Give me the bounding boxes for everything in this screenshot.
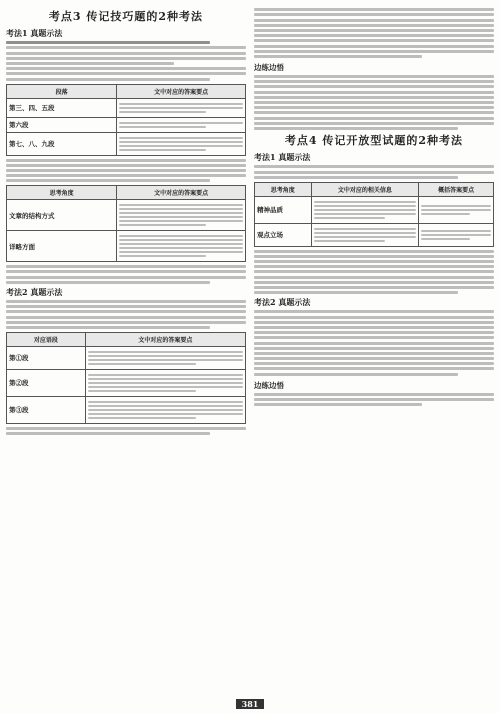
page-footer [0,699,500,709]
edge-tips-heading: 边练边悟 [254,62,284,72]
table-segment-points: 对应语段 文中对应的答案要点 第①段 第②段 第③段 [6,332,246,424]
edge-tips-heading-2: 边练边悟 [254,380,284,390]
left-column [6,6,246,437]
table-open-questions: 思考角度 文中对应的相关信息 概括答案要点 精神品质 观点立场 [254,182,494,247]
method-2-heading: 考法2 真题示法 [6,286,63,297]
right-column [254,6,494,408]
method-1-heading: 考法1 真题示法 [6,28,63,38]
method-1b-heading: 考法1 真题示法 [254,152,311,163]
table-paragraph-points: 段落 文中对应的答案要点 第三、四、五段 第六段 第七、八、九段 [6,84,246,156]
table-angle-points: 思考角度 文中对应的答案要点 文章的结构方式 详略方面 [6,185,246,262]
section-title-3: 考点3 传记技巧题的2种考法 [48,10,204,23]
method-2b-heading: 考法2 真题示法 [254,297,311,308]
section-title-4: 考点4 传记开放型试题的2种考法 [284,134,464,148]
page-number: 381 [236,699,265,709]
